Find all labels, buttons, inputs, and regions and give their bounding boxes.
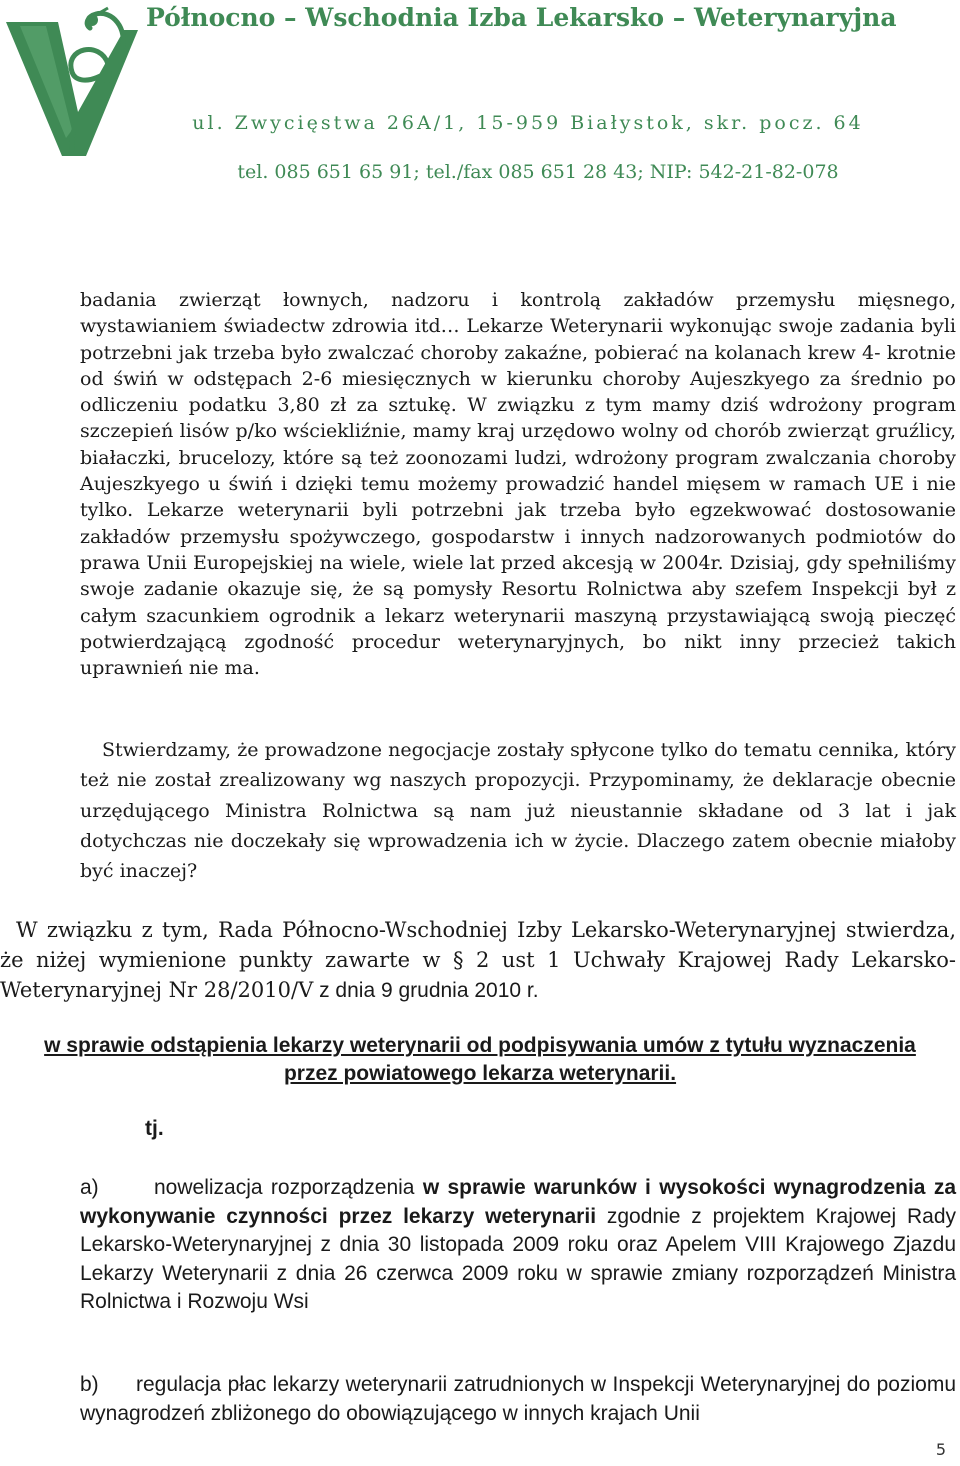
body-paragraph: badania zwierząt łownych, nadzoru i kontrolą zakładów przemysłu mięsnego, wystawianiem świadectw zdrowia itd… Lekarze Weterynarii wykonując swoje zadania byli potrzebni jak trzeba było zwalczać choroby zakaźne, pobierać na kolanach krew 4- krotnie od świń w odstępach 2-6 miesięcznych w kierunku choroby Aujeszkyego za średnio po odliczeniu podatku 3,80 zł za sztukę. W związku z tym mamy dziś wdrożony program szczepień lisów p/ko wściekliźnie, mamy kraj urzędowo wolny od chorób zwierząt gruźlicy, białaczki, brucelozy, które są też zoonozami ludzi, wdrożony program zwalczania choroby Aujeszkyego u świń i dzięki temu możemy prowadzić handel mięsem w ramach UE i nie tylko. Lekarze weterynarii byli potrzebni jak trzeba było egzekwować dostosowanie zakładów przemysłu spożywczego, gospodarstw i innych nadzorowanych podmiotów do prawa Unii Europejskiej na wiele, wiele lat przed akcesją w 2004r. Dzisiaj, gdy spełniliśmy swoje zadanie okazuje się, że są pomysły Resortu Rolnictwa aby szefem Inspekcji był z całym szacunkiem ogrodnik a lekarz weterynarii maszyną przystawiającą swoją pieczęć potwierdzającą zgodność procedur weterynaryjnych, bo nikt inny przecież takich uprawnień nie ma. bbox=[80, 289, 956, 680]
item-a-marker: a) bbox=[80, 1176, 99, 1199]
negotiations-paragraph bbox=[80, 735, 956, 886]
list-item-b bbox=[80, 1371, 956, 1428]
chamber-address: ul. Zwycięstwa 26A/1, 15-959 Białystok, skr. pocz. 64 bbox=[192, 112, 864, 134]
resolution-subject: w sprawie odstąpienia lekarzy weterynarii od podpisywania umów z tytułu wyznaczenia przez powiatowego lekarza weterynarii. bbox=[44, 1034, 916, 1085]
item-b-marker: b) bbox=[80, 1373, 99, 1396]
tj-label: tj. bbox=[145, 1117, 164, 1140]
item-a-rest: zgodnie z projektem Krajowej Rady Lekarsko-Weterynaryjnej z dnia 30 listopada 2009 roku oraz Apelem VIII Krajowego Zjazdu Lekarzy Weterynarii z dnia 26 czerwca 2009 roku w sprawie zmiany rozporządzeń Ministra Rolnictwa i Rozwoju Wsi bbox=[80, 1204, 957, 1313]
caduceus-v-logo-icon bbox=[0, 0, 150, 160]
council-declaration bbox=[0, 915, 956, 1006]
negotiations-text: Stwierdzamy, że prowadzone negocjacje zostały spłycone tylko do tematu cennika, który też nie został zrealizowany wg naszych propozycji. Przypominamy, że deklaracje obecnie urzędującego Ministra Rolnictwa są nam już nieustannie składane od 3 lat i jak dotychczas nie doczekały się wprowadzenia ich w życie. Dlaczego zatem obecnie miałoby być inaczej? bbox=[80, 739, 956, 883]
page-number: 5 bbox=[935, 1440, 946, 1459]
declaration-text: W związku z tym, Rada Północno-Wschodniej Izby Lekarsko-Weterynaryjnej stwierdza, że niżej wymienione punkty zawarte w § 2 ust 1 Uchwały Krajowej Rady Lekarsko-Weterynaryjnej Nr 28/2010/V bbox=[0, 918, 956, 1002]
item-a-lead: nowelizacja rozporządzenia bbox=[154, 1176, 423, 1199]
item-a-bold: w sprawie warunków i wysokości wynagrodzenia za wykonywanie czynności przez lekarzy weterynarii bbox=[80, 1176, 957, 1228]
chamber-name-heading: Północno – Wschodnia Izba Lekarsko – Weterynaryjna bbox=[146, 3, 897, 32]
chamber-contact: tel. 085 651 65 91; tel./fax 085 651 28 43; NIP: 542-21-82-078 bbox=[237, 161, 839, 183]
list-item-a bbox=[80, 1174, 956, 1317]
item-b-text: regulacja płac lekarzy weterynarii zatrudnionych w Inspekcji Weterynaryjnej do poziomu wynagrodzeń zbliżonego do obowiązującego w innych krajach Unii bbox=[80, 1373, 956, 1425]
declaration-date: z dnia 9 grudnia 2010 r. bbox=[313, 979, 539, 1002]
